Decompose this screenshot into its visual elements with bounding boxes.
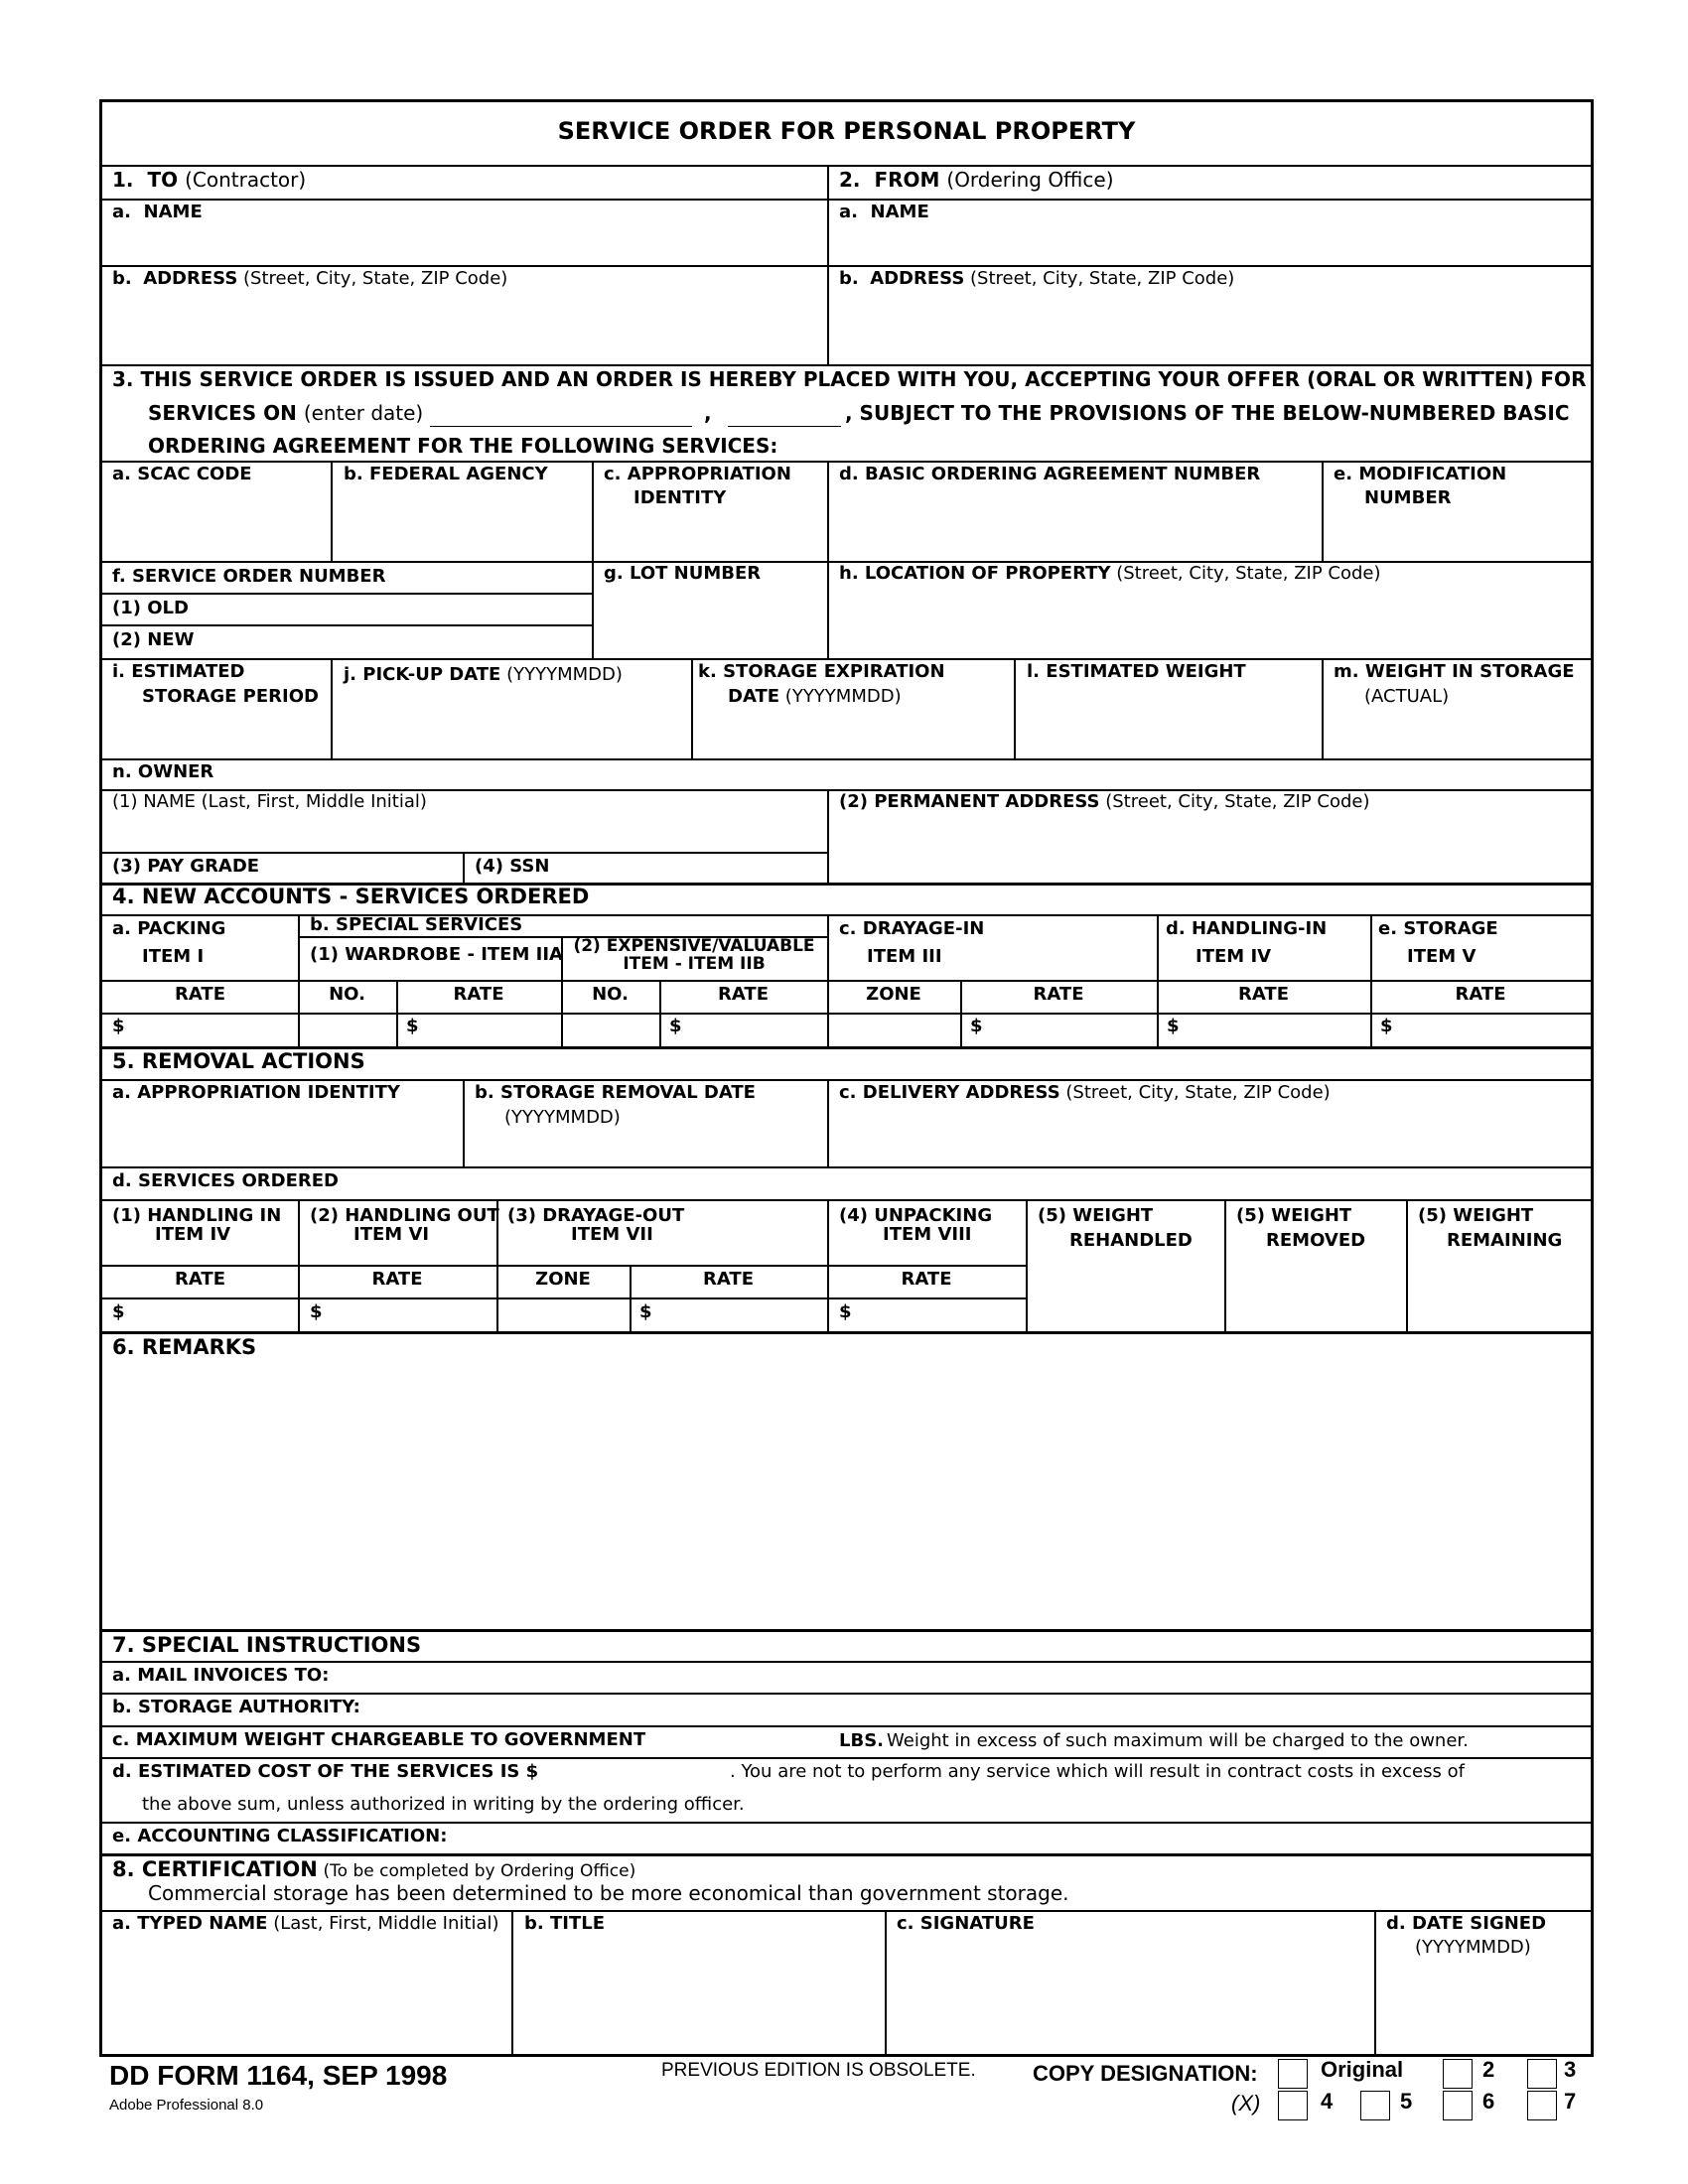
obsolete-note: PREVIOUS EDITION IS OBSOLETE. [661, 2060, 976, 2081]
storage-period-label: i. ESTIMATED [112, 661, 245, 682]
to-name-label: a. NAME [112, 202, 203, 222]
estimated-cost-note-2: the above sum, unless authorized in writing by the ordering officer. [142, 1794, 745, 1815]
storage-period-label-2: STORAGE PERIOD [142, 686, 319, 707]
typed-name-label: a. TYPED NAME (Last, First, Middle Initial) [112, 1913, 499, 1934]
x-label: (X) [1231, 2091, 1261, 2116]
copy-2-label: 2 [1482, 2057, 1495, 2082]
removal-appropriation-label: a. APPROPRIATION IDENTITY [112, 1082, 400, 1103]
estimated-cost-label: d. ESTIMATED COST OF THE SERVICES IS $ [112, 1761, 539, 1782]
drayage-rate-field[interactable] [986, 1015, 1155, 1044]
title-field[interactable] [513, 1939, 883, 2054]
copy-4-checkbox[interactable] [1278, 2091, 1308, 2120]
drayage-rate-dollar: $ [970, 1016, 983, 1036]
signature-label: c. SIGNATURE [897, 1913, 1035, 1934]
wardrobe-rate-header: RATE [453, 984, 504, 1005]
section-1-heading [112, 169, 306, 191]
drayage-in-label: c. DRAYAGE-IN [839, 918, 985, 939]
packing-rate-header: RATE [175, 984, 225, 1005]
section-2-number: 2. [839, 168, 861, 192]
drayage-zone-field[interactable] [829, 1015, 958, 1044]
storage-item-label: ITEM V [1407, 946, 1477, 967]
section-2-heading [839, 169, 1114, 191]
expensive-item-label: ITEM - ITEM IIB [623, 954, 766, 974]
copy-7-checkbox[interactable] [1527, 2091, 1557, 2120]
expensive-no-field[interactable] [563, 1015, 657, 1044]
section-1-number: 1. [112, 168, 134, 192]
from-name-label: a. NAME [839, 202, 929, 222]
form-number: DD FORM 1164, SEP 1998 [109, 2060, 448, 2091]
storage-label: e. STORAGE [1378, 918, 1498, 939]
drayage-out-item: ITEM VII [571, 1224, 653, 1245]
to-name-field[interactable] [104, 223, 825, 263]
date-signed-label: d. DATE SIGNED [1386, 1913, 1547, 1934]
owner-name-label: (1) NAME (Last, First, Middle Initial) [112, 791, 427, 812]
drayage-in-item-label: ITEM III [867, 946, 942, 967]
wardrobe-rate-field[interactable] [422, 1015, 559, 1044]
handling-in-item-label: ITEM IV [1196, 946, 1272, 967]
copy-6-label: 6 [1482, 2089, 1495, 2114]
storage-rate-field[interactable] [1396, 1015, 1589, 1044]
to-address-field[interactable] [104, 291, 825, 360]
expensive-rate-header: RATE [718, 984, 769, 1005]
from-name-field[interactable] [829, 223, 1589, 263]
expensive-rate-dollar: $ [669, 1016, 682, 1036]
appropriation-label-2: IDENTITY [633, 487, 727, 508]
copy-5-checkbox[interactable] [1360, 2091, 1390, 2120]
old-number-label: (1) OLD [112, 598, 189, 618]
from-address-label: b. ADDRESS (Street, City, State, ZIP Code) [839, 268, 1235, 289]
lot-number-label: g. LOT NUMBER [604, 563, 762, 584]
services-date-field[interactable] [430, 426, 692, 427]
service-order-form [99, 99, 1594, 2057]
lbs-label: LBS. [839, 1730, 884, 1751]
storage-removal-date-format: (YYYYMMDD) [504, 1107, 621, 1128]
copy-original-label: Original [1321, 2057, 1404, 2082]
services-date-field-2[interactable] [728, 426, 841, 427]
pickup-date-label: j. PICK-UP DATE (YYYYMMDD) [344, 664, 623, 685]
weight-remaining-label: (5) WEIGHT [1418, 1205, 1534, 1226]
expensive-rate-field[interactable] [685, 1015, 825, 1044]
estimated-weight-label: l. ESTIMATED WEIGHT [1027, 661, 1246, 682]
modification-label-2: NUMBER [1364, 487, 1452, 508]
handling-out-rate-field[interactable] [326, 1299, 494, 1329]
section-4-title: 4. NEW ACCOUNTS - SERVICES ORDERED [112, 885, 590, 908]
handling-in-5-label: (1) HANDLING IN [112, 1205, 282, 1226]
copy-designation-label: COPY DESIGNATION: [1033, 2061, 1258, 2086]
appropriation-label: c. APPROPRIATION [604, 464, 791, 484]
section-8-title: 8. CERTIFICATION (To be completed by Ordering Office) [112, 1857, 636, 1881]
weight-excess-note: Weight in excess of such maximum will be charged to the owner. [887, 1730, 1469, 1751]
drayage-rate-header: RATE [1033, 984, 1084, 1005]
storage-removal-date-label: b. STORAGE REMOVAL DATE [475, 1082, 756, 1103]
expensive-label: (2) EXPENSIVE/VALUABLE [573, 936, 815, 956]
weight-rehandled-label: (5) WEIGHT [1038, 1205, 1154, 1226]
handling-rate-field[interactable] [1183, 1015, 1368, 1044]
certification-statement: Commercial storage has been determined to be more economical than government storage. [148, 1881, 1069, 1905]
remarks-field[interactable] [104, 1363, 1589, 1627]
from-address-field[interactable] [829, 291, 1589, 360]
date-signed-format: (YYYYMMDD) [1415, 1937, 1531, 1958]
storage-rate-header: RATE [1455, 984, 1506, 1005]
drayage-zone-header: ZONE [866, 984, 921, 1005]
drayage-out-rate-header: RATE [703, 1269, 754, 1290]
storage-rate-dollar: $ [1380, 1016, 1393, 1036]
comma: , [704, 401, 712, 425]
title-label: b. TITLE [524, 1913, 606, 1934]
copy-3-label: 3 [1564, 2057, 1577, 2082]
section-1-label: TO [147, 168, 179, 192]
copy-4-label: 4 [1321, 2089, 1334, 2114]
section-3-line-3: ORDERING AGREEMENT FOR THE FOLLOWING SERVICES: [148, 434, 778, 458]
section-1-qualifier: (Contractor) [185, 168, 307, 192]
handling-in-rate-dollar: $ [112, 1301, 125, 1322]
to-address-label: b. ADDRESS (Street, City, State, ZIP Code) [112, 268, 508, 289]
copy-6-checkbox[interactable] [1443, 2091, 1473, 2120]
storage-expiration-label-2: DATE (YYYYMMDD) [728, 686, 902, 707]
drayage-out-zone-header: ZONE [535, 1269, 591, 1290]
wardrobe-label: (1) WARDROBE - ITEM IIA [310, 944, 563, 965]
section-6-title: 6. REMARKS [112, 1335, 257, 1359]
date-signed-field[interactable] [1376, 1963, 1589, 2054]
weight-removed-label: (5) WEIGHT [1236, 1205, 1352, 1226]
wardrobe-rate-dollar: $ [406, 1016, 419, 1036]
section-2-label: FROM [874, 168, 940, 192]
handling-out-label: (2) HANDLING OUT [310, 1205, 499, 1226]
drayage-out-zone-field[interactable] [498, 1299, 628, 1329]
copy-7-label: 7 [1564, 2089, 1577, 2114]
section-3-line-1: 3. THIS SERVICE ORDER IS ISSUED AND AN ORDER IS HEREBY PLACED WITH YOU, ACCEPTING YOUR OFFER (ORAL OR WRITTEN) FOR [112, 367, 1587, 391]
handling-in-rate-field[interactable] [128, 1299, 295, 1329]
unpacking-rate-dollar: $ [839, 1301, 852, 1322]
weight-in-storage-label-2: (ACTUAL) [1364, 686, 1450, 707]
new-number-label: (2) NEW [112, 629, 195, 650]
weight-removed-label-2: REMOVED [1266, 1230, 1366, 1251]
packing-rate-dollar: $ [112, 1016, 125, 1036]
storage-authority-label: b. STORAGE AUTHORITY: [112, 1697, 360, 1717]
federal-agency-label: b. FEDERAL AGENCY [344, 464, 548, 484]
section-3-line-2c: , SUBJECT TO THE PROVISIONS OF THE BELOW-NUMBERED BASIC [845, 401, 1570, 425]
copy-5-label: 5 [1400, 2089, 1413, 2114]
handling-in-5-item: ITEM IV [155, 1224, 231, 1245]
max-weight-label: c. MAXIMUM WEIGHT CHARGEABLE TO GOVERNMENT [112, 1729, 646, 1750]
handling-in-label: d. HANDLING-IN [1166, 918, 1328, 939]
section-3-line-2a: SERVICES ON (enter date) [148, 401, 424, 425]
weight-remaining-label-2: REMAINING [1447, 1230, 1563, 1251]
signature-field[interactable] [887, 1939, 1372, 2054]
modification-label: e. MODIFICATION [1334, 464, 1507, 484]
packing-label: a. PACKING [112, 918, 226, 939]
storage-expiration-label: k. STORAGE EXPIRATION [698, 661, 945, 682]
service-order-number-label: f. SERVICE ORDER NUMBER [112, 566, 386, 587]
expensive-no-header: NO. [592, 984, 629, 1005]
ssn-label: (4) SSN [475, 856, 550, 877]
handling-rate-dollar: $ [1167, 1016, 1180, 1036]
wardrobe-no-header: NO. [329, 984, 365, 1005]
form-title: SERVICE ORDER FOR PERSONAL PROPERTY [557, 117, 1136, 145]
accounting-classification-label: e. ACCOUNTING CLASSIFICATION: [112, 1826, 448, 1846]
drayage-out-rate-dollar: $ [639, 1301, 652, 1322]
special-services-label: b. SPECIAL SERVICES [310, 914, 523, 935]
pay-grade-label: (3) PAY GRADE [112, 856, 260, 877]
section-7-title: 7. SPECIAL INSTRUCTIONS [112, 1633, 422, 1657]
handling-rate-header: RATE [1238, 984, 1289, 1005]
unpacking-rate-field[interactable] [855, 1299, 1024, 1329]
unpacking-rate-header: RATE [901, 1269, 952, 1290]
copy-3-checkbox[interactable] [1527, 2059, 1557, 2089]
packing-rate-field[interactable] [128, 1015, 295, 1044]
software-label: Adobe Professional 8.0 [109, 2097, 264, 2114]
estimated-cost-note: . You are not to perform any service which will result in contract costs in excess of [730, 1761, 1465, 1782]
copy-2-checkbox[interactable] [1443, 2059, 1473, 2089]
copy-original-checkbox[interactable] [1278, 2059, 1308, 2089]
permanent-address-label: (2) PERMANENT ADDRESS (Street, City, State, ZIP Code) [839, 791, 1370, 812]
drayage-out-label: (3) DRAYAGE-OUT [507, 1205, 685, 1226]
weight-rehandled-label-2: REHANDLED [1069, 1230, 1193, 1251]
delivery-address-label: c. DELIVERY ADDRESS (Street, City, State, ZIP Code) [839, 1082, 1331, 1103]
section-2-qualifier: (Ordering Office) [946, 168, 1114, 192]
unpacking-label: (4) UNPACKING [839, 1205, 993, 1226]
mail-invoices-label: a. MAIL INVOICES TO: [112, 1665, 330, 1686]
handling-in-rate-header: RATE [175, 1269, 225, 1290]
services-ordered-label: d. SERVICES ORDERED [112, 1170, 339, 1191]
unpacking-item: ITEM VIII [883, 1224, 972, 1245]
drayage-out-rate-field[interactable] [655, 1299, 825, 1329]
wardrobe-no-field[interactable] [300, 1015, 394, 1044]
handling-out-rate-dollar: $ [310, 1301, 323, 1322]
boa-number-label: d. BASIC ORDERING AGREEMENT NUMBER [839, 464, 1261, 484]
scac-code-label: a. SCAC CODE [112, 464, 252, 484]
weight-in-storage-label: m. WEIGHT IN STORAGE [1334, 661, 1575, 682]
location-label: h. LOCATION OF PROPERTY (Street, City, State, ZIP Code) [839, 563, 1381, 584]
handling-out-item: ITEM VI [353, 1224, 430, 1245]
section-5-title: 5. REMOVAL ACTIONS [112, 1049, 365, 1073]
typed-name-field[interactable] [104, 1939, 509, 2054]
packing-item-label: ITEM I [142, 946, 205, 967]
owner-label: n. OWNER [112, 761, 214, 782]
handling-out-rate-header: RATE [371, 1269, 423, 1290]
